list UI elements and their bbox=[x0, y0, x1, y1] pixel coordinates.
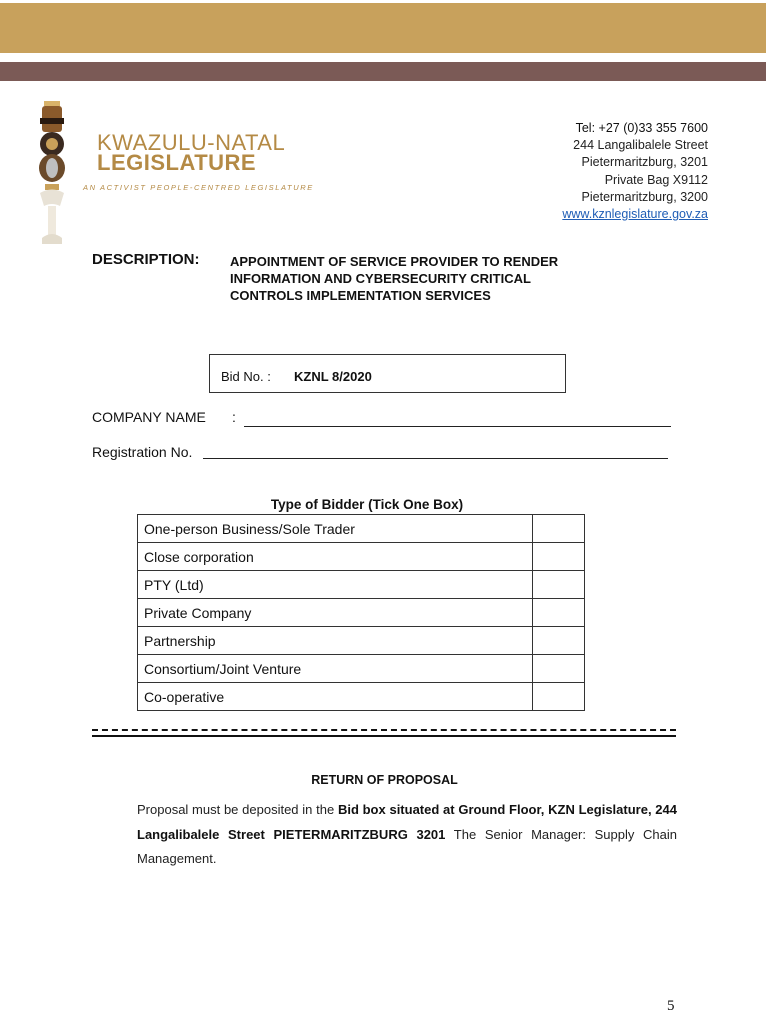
description-line: INFORMATION AND CYBERSECURITY CRITICAL bbox=[230, 271, 531, 286]
tick-box[interactable] bbox=[533, 627, 585, 655]
bidder-option-label: Co-operative bbox=[138, 683, 533, 711]
bidder-option-label: Close corporation bbox=[138, 543, 533, 571]
bidder-option-label: One-person Business/Sole Trader bbox=[138, 515, 533, 543]
tick-box[interactable] bbox=[533, 571, 585, 599]
return-of-proposal-title: RETURN OF PROPOSAL bbox=[311, 773, 458, 787]
registration-number-label: Registration No. bbox=[92, 444, 193, 460]
bidder-type-title: Type of Bidder (Tick One Box) bbox=[270, 497, 464, 512]
return-text-bold: Bid box situated at Ground Floor, KZN Legislature, 244 Langalibalele Street PIETERMARITZBURG 3201 bbox=[137, 802, 677, 842]
company-name-colon: : bbox=[232, 409, 236, 425]
table-row bbox=[138, 683, 585, 711]
header-band-gold bbox=[0, 3, 766, 53]
tick-box[interactable] bbox=[533, 543, 585, 571]
bidder-type-table bbox=[137, 514, 585, 711]
description-label: DESCRIPTION: bbox=[92, 251, 200, 268]
contact-address bbox=[562, 120, 708, 223]
header-band-brown bbox=[0, 62, 766, 81]
logo-line2: LEGISLATURE bbox=[97, 150, 257, 175]
private-bag: Private Bag X9112 bbox=[604, 172, 708, 187]
bidder-option-label: Partnership bbox=[138, 627, 533, 655]
tick-box[interactable] bbox=[533, 599, 585, 627]
tick-box[interactable] bbox=[533, 655, 585, 683]
company-name-field[interactable] bbox=[244, 426, 671, 427]
table-row bbox=[138, 515, 585, 543]
return-text-post: The Senior Manager: Supply Chain Management. bbox=[137, 826, 677, 866]
bidder-option-label: PTY (Ltd) bbox=[138, 571, 533, 599]
page-number: 5 bbox=[667, 998, 675, 1014]
logo-line1: KWAZULU-NATAL bbox=[97, 130, 286, 155]
telephone: Tel: +27 (0)33 355 7600 bbox=[575, 121, 708, 135]
bid-number-label: Bid No. : bbox=[221, 369, 271, 384]
city-postal-1: Pietermaritzburg, 3201 bbox=[581, 155, 708, 170]
table-row bbox=[138, 627, 585, 655]
table-row bbox=[138, 599, 585, 627]
table-row bbox=[138, 543, 585, 571]
bid-number-value: KZNL 8/2020 bbox=[294, 369, 372, 384]
description-line: APPOINTMENT OF SERVICE PROVIDER TO RENDER bbox=[230, 254, 559, 269]
return-instructions bbox=[137, 798, 677, 872]
tick-box[interactable] bbox=[533, 515, 585, 543]
street-address: 244 Langalibalele Street bbox=[573, 138, 708, 153]
company-name-label: COMPANY NAME bbox=[92, 409, 206, 425]
city-postal-2: Pietermaritzburg, 3200 bbox=[581, 189, 708, 204]
bidder-option-label: Consortium/Joint Venture bbox=[138, 655, 533, 683]
mace-emblem bbox=[30, 98, 74, 246]
registration-number-field[interactable] bbox=[203, 458, 668, 459]
logo-tagline: AN ACTIVIST PEOPLE-CENTRED LEGISLATURE bbox=[83, 183, 314, 192]
return-text-pre: Proposal must be deposited in the bbox=[137, 802, 338, 817]
tick-box[interactable] bbox=[533, 683, 585, 711]
section-divider bbox=[92, 729, 676, 737]
description-line: CONTROLS IMPLEMENTATION SERVICES bbox=[230, 288, 491, 303]
bidder-option-label: Private Company bbox=[138, 599, 533, 627]
bid-number-box bbox=[209, 354, 566, 393]
website-link[interactable]: www.kznlegislature.gov.za bbox=[562, 207, 708, 222]
table-row bbox=[138, 571, 585, 599]
description-text bbox=[230, 253, 650, 304]
table-row bbox=[138, 655, 585, 683]
